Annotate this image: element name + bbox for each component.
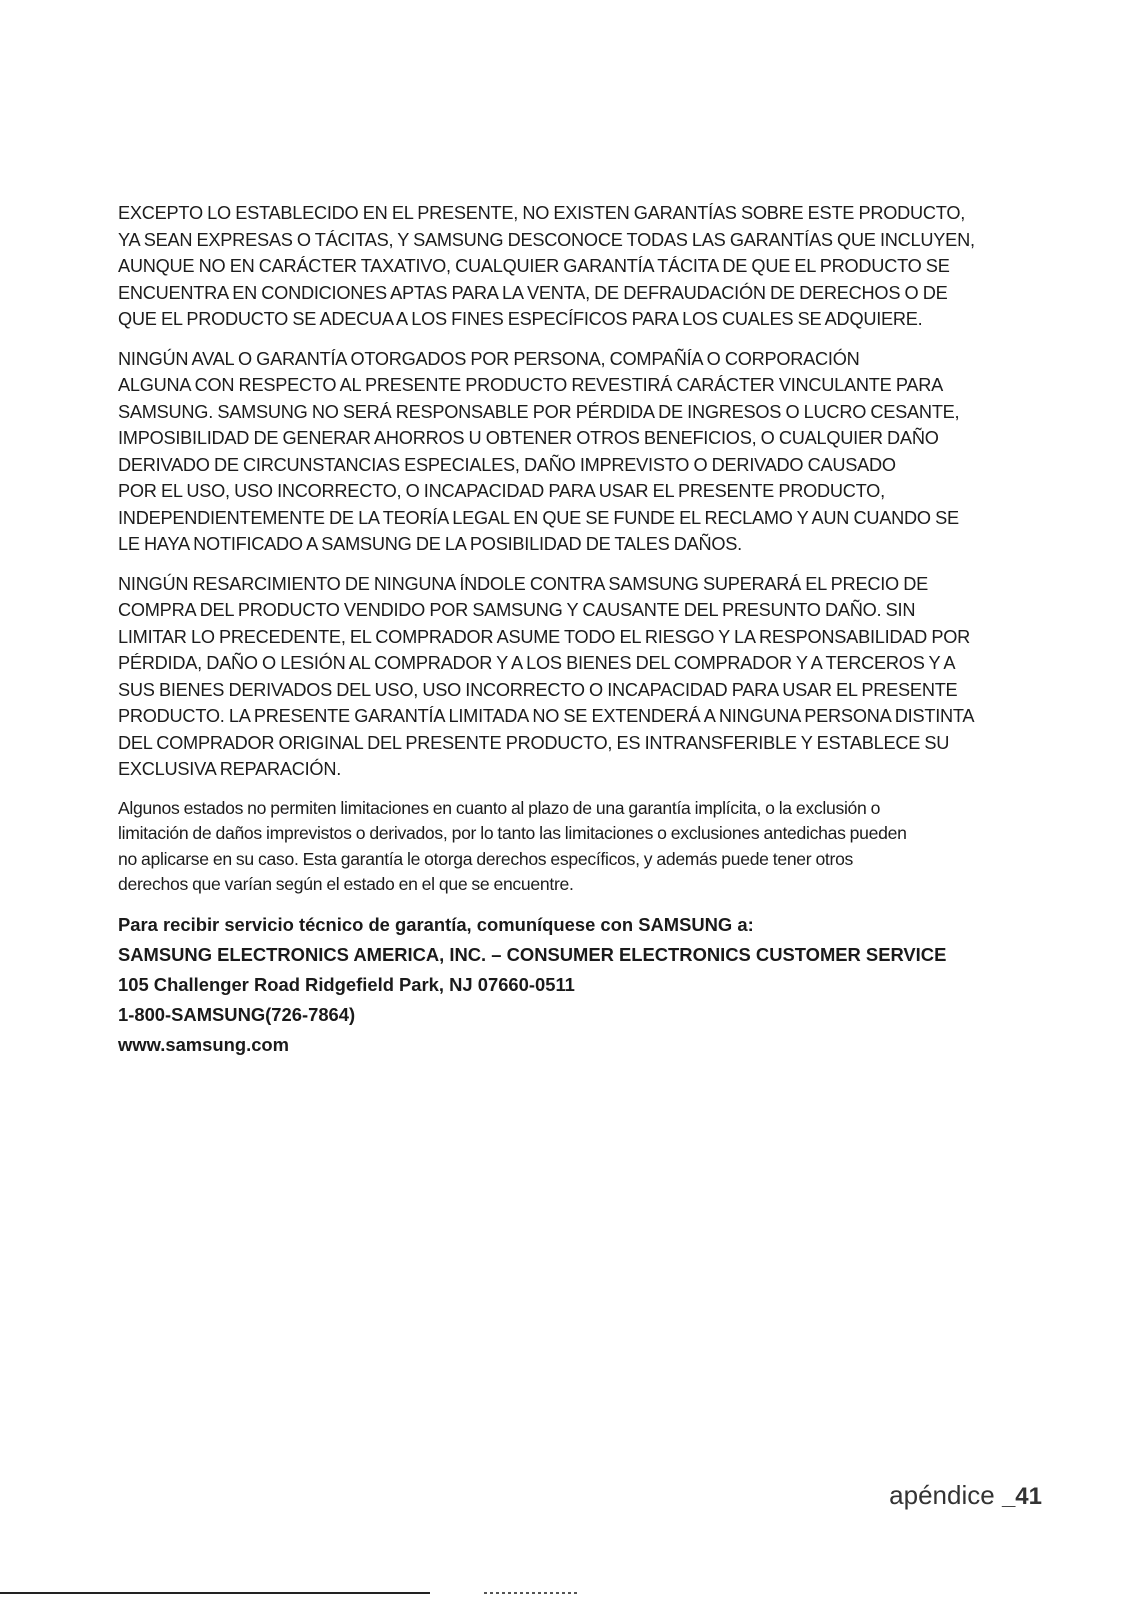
bottom-print-mark xyxy=(484,1592,580,1594)
footer-section-label: apéndice xyxy=(889,1480,995,1510)
disclaimer-paragraph-2: NINGÚN AVAL O GARANTÍA OTORGADOS POR PERSONA, COMPAÑÍA O CORPORACIÓN ALGUNA CON RESPECTO AL PRESENTE PRODUCTO REVESTIRÁ CARÁCTER VINCULANTE PARA SAMSUNG. SAMSUNG NO SERÁ RESPONSABLE POR PÉRDIDA DE INGRESOS O LUCRO CESANTE, IMPOSIBILIDAD DE GENERAR AHORROS U OBTENER OTROS BENEFICIOS, O CUALQUIER DAÑO DERIVADO DE CIRCUNSTANCIAS ESPECIALES, DAÑO IMPREVISTO O DERIVADO CAUSADO POR EL USO, USO INCORRECTO, O INCAPACIDAD PARA USAR EL PRESENTE PRODUCTO, INDEPENDIENTEMENTE DE LA TEORÍA LEGAL EN QUE SE FUNDE EL RECLAMO Y AUN CUANDO SE LE HAYA NOTIFICADO A SAMSUNG DE LA POSIBILIDAD DE TALES DAÑOS. xyxy=(118,348,960,554)
page-footer xyxy=(889,1480,1042,1511)
warranty-text-body xyxy=(118,200,1048,1060)
contact-address: 105 Challenger Road Ridgefield Park, NJ 07660-0511 xyxy=(118,973,575,995)
contact-intro: Para recibir servicio técnico de garantía, comuníquese con SAMSUNG a: xyxy=(118,913,754,935)
bottom-divider xyxy=(0,1592,430,1594)
disclaimer-paragraph-3: NINGÚN RESARCIMIENTO DE NINGUNA ÍNDOLE CONTRA SAMSUNG SUPERARÁ EL PRECIO DE COMPRA DEL PRODUCTO VENDIDO POR SAMSUNG Y CAUSANTE DEL PRESUNTO DAÑO. SIN LIMITAR LO PRECEDENTE, EL COMPRADOR ASUME TODO EL RIESGO Y LA RESPONSABILIDAD POR PÉRDIDA, DAÑO O LESIÓN AL COMPRADOR Y A LOS BIENES DEL COMPRADOR Y A TERCEROS Y A SUS BIENES DERIVADOS DEL USO, USO INCORRECTO O INCAPACIDAD PARA USAR EL PRESENTE PRODUCTO. LA PRESENTE GARANTÍA LIMITADA NO SE EXTENDERÁ A NINGUNA PERSONA DISTINTA DEL COMPRADOR ORIGINAL DEL PRESENTE PRODUCTO, ES INTRANSFERIBLE Y ESTABLECE SU EXCLUSIVA REPARACIÓN. xyxy=(118,573,975,779)
contact-company: SAMSUNG ELECTRONICS AMERICA, INC. – CONSUMER ELECTRONICS CUSTOMER SERVICE xyxy=(118,943,947,965)
contact-website: www.samsung.com xyxy=(118,1033,290,1055)
contact-phone: 1-800-SAMSUNG(726-7864) xyxy=(118,1003,356,1025)
state-rights-paragraph: Algunos estados no permiten limitaciones en cuanto al plazo de una garantía implícita, o la exclusión o limitación de daños imprevistos o derivados, por lo tanto las limitaciones o exclusiones antedichas pueden no aplicarse en su caso. Esta garantía le otorga derechos específicos, y además puede tener otros derechos que varían según el estado en el que se encuentre. xyxy=(118,797,907,894)
service-contact-block xyxy=(118,910,1048,1060)
footer-page-number: _41 xyxy=(1001,1483,1042,1510)
disclaimer-paragraph-1: EXCEPTO LO ESTABLECIDO EN EL PRESENTE, NO EXISTEN GARANTÍAS SOBRE ESTE PRODUCTO, YA SEAN EXPRESAS O TÁCITAS, Y SAMSUNG DESCONOCE TODAS LAS GARANTÍAS QUE INCLUYEN, AUNQUE NO EN CARÁCTER TAXATIVO, CUALQUIER GARANTÍA TÁCITA DE QUE EL PRODUCTO SE ENCUENTRA EN CONDICIONES APTAS PARA LA VENTA, DE DEFRAUDACIÓN DE DERECHOS O DE QUE EL PRODUCTO SE ADECUA A LOS FINES ESPECÍFICOS PARA LOS CUALES SE ADQUIERE. xyxy=(118,203,975,329)
